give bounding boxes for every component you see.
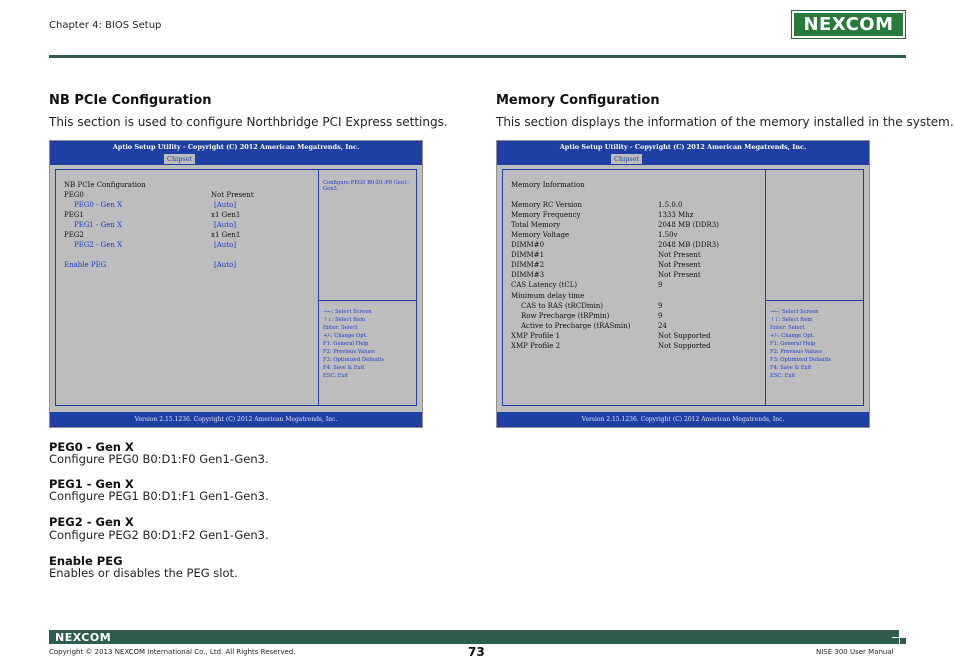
row-value: 2048 MB (DDR3) <box>658 221 719 229</box>
row-value: Not Supported <box>658 332 711 340</box>
nexcom-logo-text: NEXCOM <box>794 13 903 36</box>
bios-tab-chipset[interactable]: Chipset <box>611 154 642 164</box>
row-label: DIMM#2 <box>511 261 545 269</box>
key-select-item: ↑↓: Select Item <box>323 317 366 323</box>
bios-help-text: Configure PEG0 B0:D1:F0 Gen1-Gen3. <box>323 180 410 193</box>
key-previous-values: F2: Previous Values <box>770 349 822 355</box>
key-change-opt: +/-: Change Opt. <box>770 333 815 339</box>
bios-screen-nb-pcie <box>49 140 423 428</box>
corner-square <box>892 638 899 644</box>
bios-version-bar: Version 2.15.1236. Copyright (C) 2012 American Megatrends, Inc. <box>497 412 869 427</box>
bios-help-panel <box>765 169 864 301</box>
corner-square <box>892 630 899 637</box>
row-value: 1.50v <box>658 231 678 239</box>
key-previous-values: F2: Previous Values <box>323 349 375 355</box>
row-label: Minimum delay time <box>511 292 585 300</box>
row-value[interactable]: [Auto] <box>214 201 237 209</box>
row-label: DIMM#3 <box>511 271 545 279</box>
row-label: PEG1 - Gen X <box>74 221 123 229</box>
key-save-exit: F4: Save & Exit <box>323 365 365 371</box>
field-enable-peg-desc: Enables or disables the PEG slot. <box>49 566 238 580</box>
bios-title: Aptio Setup Utility - Copyright (C) 2012 American Megatrends, Inc. <box>559 143 807 151</box>
memory-config-title: Memory Configuration <box>496 93 660 108</box>
row-value[interactable]: [Auto] <box>214 241 237 249</box>
row-value: 2048 MB (DDR3) <box>658 241 719 249</box>
row-label: Memory Frequency <box>511 211 581 219</box>
key-select-item: ↑↓: Select Item <box>770 317 813 323</box>
bios-version-bar: Version 2.15.1236. Copyright (C) 2012 American Megatrends, Inc. <box>50 412 422 427</box>
manual-name: NISE 300 User Manual <box>816 648 894 656</box>
row-value: x1 Gen1 <box>211 211 241 219</box>
key-exit: ESC: Exit <box>770 373 796 379</box>
bios-key-legend <box>323 308 384 380</box>
corner-square <box>900 638 906 644</box>
chapter-title: Chapter 4: BIOS Setup <box>49 20 162 31</box>
key-save-exit: F4: Save & Exit <box>770 365 812 371</box>
field-peg2-gen-x-name: PEG2 - Gen X <box>49 515 134 529</box>
row-label: Enable PEG <box>64 261 107 269</box>
row-label: DIMM#0 <box>511 241 545 249</box>
row-label: PEG2 <box>64 231 84 239</box>
key-optimized-defaults: F3: Optimized Defaults <box>770 357 831 363</box>
field-enable-peg-name: Enable PEG <box>49 554 123 568</box>
bios-title: Aptio Setup Utility - Copyright (C) 2012 American Megatrends, Inc. <box>112 143 360 151</box>
footer-nexcom-logo: NEXCOM <box>55 631 112 644</box>
bios-screen-memory <box>496 140 870 428</box>
row-label: Memory Voltage <box>511 231 570 239</box>
row-value: Not Present <box>658 271 701 279</box>
field-peg2-gen-x-desc: Configure PEG2 B0:D1:F2 Gen1-Gen3. <box>49 528 269 542</box>
row-value[interactable]: [Auto] <box>214 221 237 229</box>
bios-tab-chipset[interactable]: Chipset <box>164 154 195 164</box>
row-value: Not Present <box>658 261 701 269</box>
row-label: Memory Information <box>511 181 585 189</box>
key-select: Enter: Select <box>323 325 358 331</box>
bios-key-legend <box>770 308 831 380</box>
row-value: 1333 Mhz <box>658 211 694 219</box>
row-value: Not Present <box>658 251 701 259</box>
row-label: Row Precharge (tRPmin) <box>521 312 610 320</box>
key-general-help: F1: General Help <box>323 341 369 347</box>
row-label: XMP Profile 1 <box>511 332 561 340</box>
row-label: Memory RC Version <box>511 201 582 209</box>
field-peg0-gen-x-name: PEG0 - Gen X <box>49 440 134 454</box>
footer-bar <box>49 630 892 644</box>
row-label: PEG1 <box>64 211 84 219</box>
footer-copyright: Copyright © 2013 NEXCOM International Co., Ltd. All Rights Reserved. <box>49 648 296 656</box>
memory-config-description: This section displays the information of the memory installed in the system. <box>496 115 954 129</box>
row-value: 9 <box>658 281 663 289</box>
key-select-screen: →←: Select Screen <box>323 309 372 315</box>
row-label: DIMM#1 <box>511 251 545 259</box>
row-value: 1.5.0.0 <box>658 201 683 209</box>
row-label: CAS to RAS (tRCDmin) <box>521 302 603 310</box>
row-label: PEG0 <box>64 191 84 199</box>
field-peg0-gen-x-desc: Configure PEG0 B0:D1:F0 Gen1-Gen3. <box>49 452 269 466</box>
bios-title-bar <box>497 141 869 165</box>
row-label: NB PCIe Configuration <box>64 181 146 189</box>
row-label: Active to Precharge (tRASmin) <box>521 322 631 330</box>
nexcom-logo <box>791 10 906 39</box>
row-label: XMP Profile 2 <box>511 342 561 350</box>
row-value: x1 Gen1 <box>211 231 241 239</box>
row-label: PEG2 - Gen X <box>74 241 123 249</box>
row-value: Not Supported <box>658 342 711 350</box>
row-value: Not Present <box>211 191 254 199</box>
key-select: Enter: Select <box>770 325 805 331</box>
field-peg1-gen-x-name: PEG1 - Gen X <box>49 477 134 491</box>
header-divider <box>49 55 906 58</box>
nb-pcie-description: This section is used to configure Northbridge PCI Express settings. <box>49 115 448 129</box>
key-change-opt: +/-: Change Opt. <box>323 333 368 339</box>
page-number: 73 <box>468 645 485 659</box>
nb-pcie-title: NB PCIe Configuration <box>49 93 212 108</box>
row-value: 9 <box>658 302 663 310</box>
key-general-help: F1: General Help <box>770 341 816 347</box>
row-label: PEG0 - Gen X <box>74 201 123 209</box>
key-select-screen: →←: Select Screen <box>770 309 819 315</box>
row-label: Total Memory <box>511 221 561 229</box>
row-value: 9 <box>658 312 663 320</box>
row-value: 24 <box>658 322 667 330</box>
field-peg1-gen-x-desc: Configure PEG1 B0:D1:F1 Gen1-Gen3. <box>49 489 269 503</box>
row-label: CAS Latency (tCL) <box>511 281 578 289</box>
bios-title-bar <box>50 141 422 165</box>
row-value[interactable]: [Auto] <box>214 261 237 269</box>
key-exit: ESC: Exit <box>323 373 349 379</box>
key-optimized-defaults: F3: Optimized Defaults <box>323 357 384 363</box>
